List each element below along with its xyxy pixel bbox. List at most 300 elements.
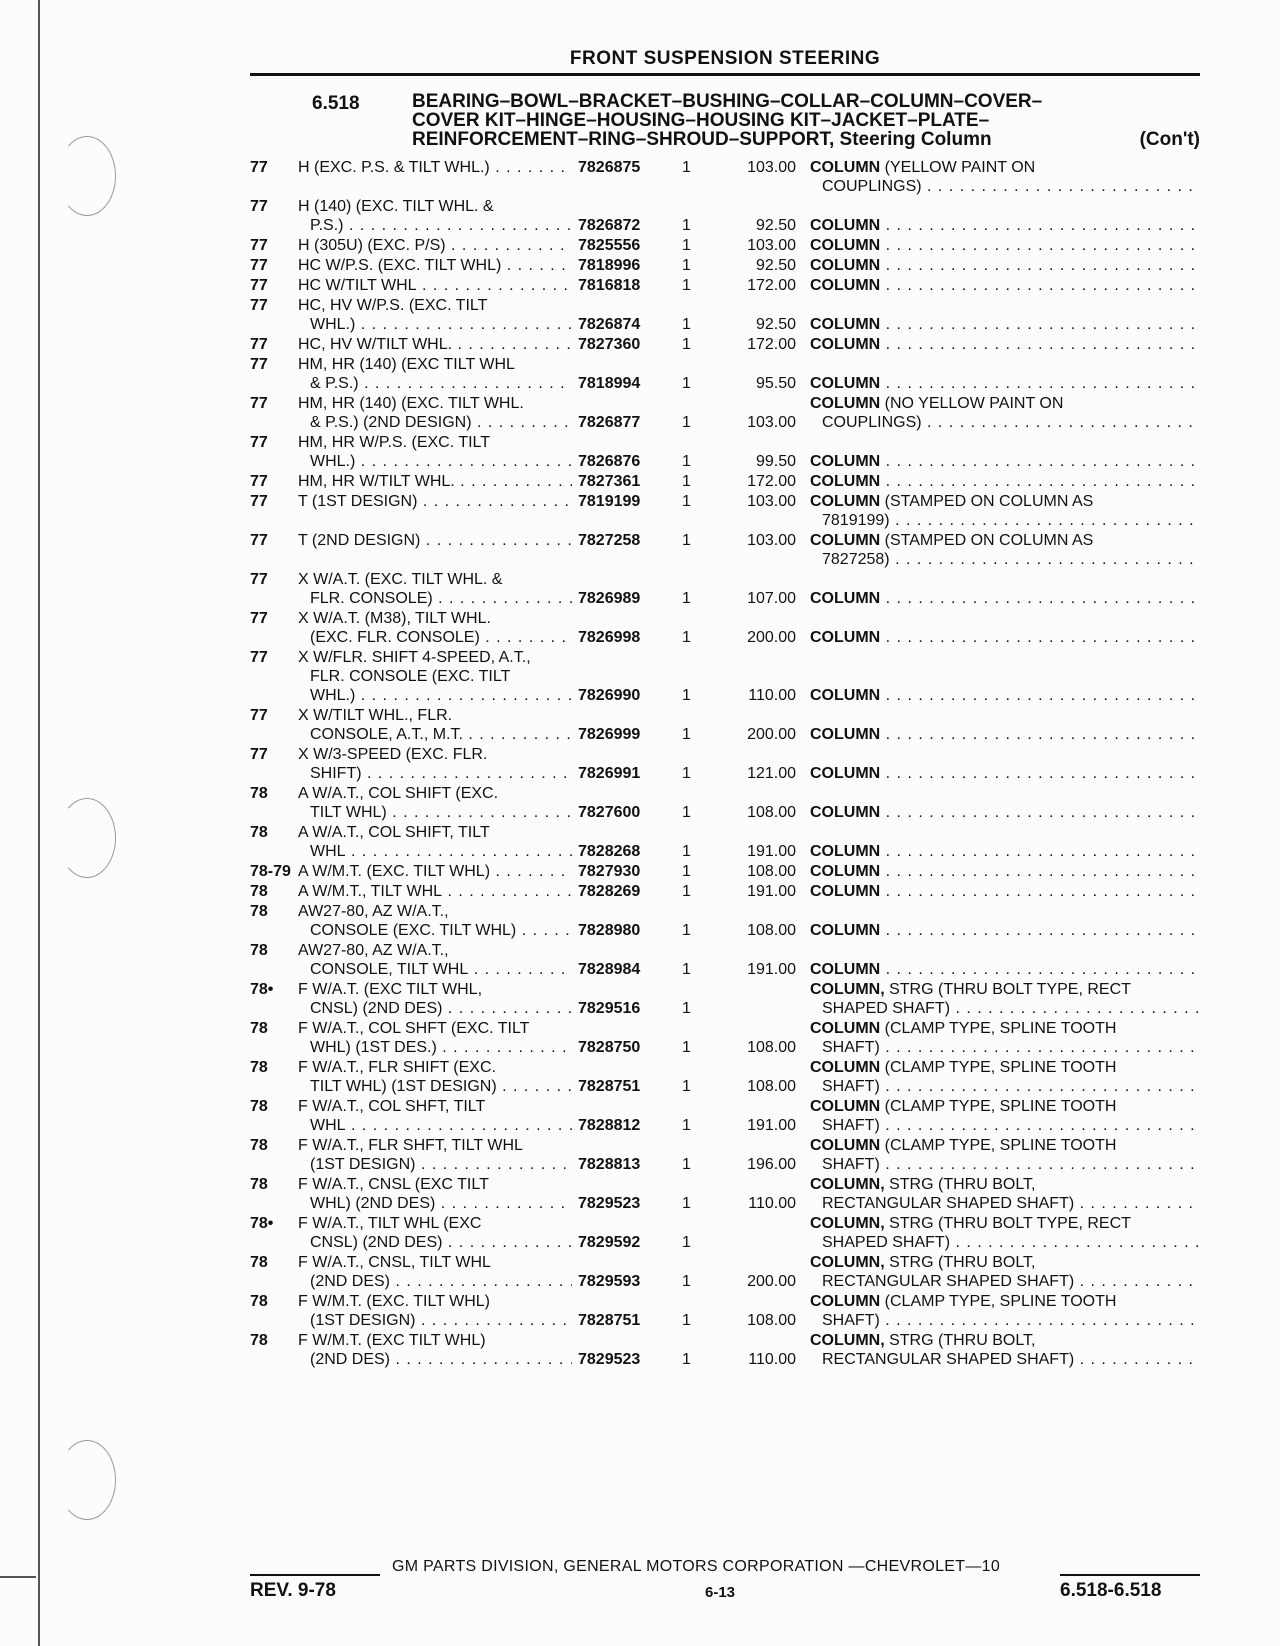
quantity-value: 1: [682, 532, 691, 549]
part-name: [796, 433, 1200, 471]
model-year: 78•: [250, 981, 274, 998]
quantity: [682, 648, 716, 705]
model-year: 78: [250, 1020, 268, 1037]
part-number: [578, 882, 682, 901]
part-name-line: [810, 452, 1200, 471]
quantity: [682, 862, 716, 881]
quantity-value: 1: [682, 687, 691, 704]
part-number: [578, 296, 682, 334]
quantity-value: 1: [682, 1000, 691, 1017]
quantity-value: 1: [682, 1351, 691, 1368]
application-description: [298, 1331, 578, 1369]
part-number: [578, 236, 682, 255]
quantity-value: 1: [682, 765, 691, 782]
part-number: [578, 609, 682, 647]
price-value: 200.00: [747, 1273, 796, 1290]
description-line: X W/TILT WHL., FLR.: [298, 707, 453, 724]
part-name-label: COLUMN: [810, 1020, 881, 1037]
price-value: 108.00: [747, 922, 796, 939]
price-value: 110.00: [748, 1195, 796, 1212]
price-value: 196.00: [747, 1156, 796, 1173]
part-name: [796, 335, 1200, 354]
description-line: & P.S.) (2ND DESIGN) . . .: [298, 413, 572, 432]
model-year: 78: [250, 824, 268, 841]
part-number-value: 7818996: [578, 257, 641, 274]
part-name-label: COLUMN: [810, 316, 881, 333]
table-row: [250, 1136, 1200, 1174]
quantity: [682, 394, 716, 432]
model-year: 77: [250, 159, 268, 176]
part-number-value: 7828268: [578, 843, 641, 860]
application-description: [298, 472, 578, 491]
model-year: 78: [250, 785, 268, 802]
part-number: [578, 902, 682, 940]
price-value: 172.00: [747, 277, 796, 294]
application-description: [298, 276, 578, 295]
table-row: [250, 1058, 1200, 1096]
description-line: F W/M.T. (EXC TILT WHL): [298, 1332, 486, 1349]
price-value: 103.00: [747, 414, 796, 431]
part-number: [578, 1136, 682, 1174]
quantity-value: 1: [682, 1117, 691, 1134]
quantity-value: 1: [682, 843, 691, 860]
part-name-line: [810, 1331, 1200, 1350]
quantity-value: 1: [682, 883, 691, 900]
price: [716, 197, 796, 235]
quantity-value: 1: [682, 1234, 691, 1251]
description-line: WHL.) . . .: [298, 452, 572, 471]
section-title-line: BEARING–BOWL–BRACKET–BUSHING–COLLAR–COLUMN–COVER–: [412, 91, 1043, 112]
application-description: [298, 745, 578, 783]
description-line: SHIFT) . . .: [298, 764, 572, 783]
part-name-line: [810, 1058, 1200, 1077]
model-year: 77: [250, 434, 268, 451]
price-value: 103.00: [747, 237, 796, 254]
part-number-value: 7827930: [578, 863, 641, 880]
price: [716, 784, 796, 822]
price-value: 200.00: [747, 629, 796, 646]
quantity-value: 1: [682, 277, 691, 294]
quantity-value: 1: [682, 1312, 691, 1329]
price: [716, 256, 796, 275]
part-name: [796, 882, 1200, 901]
part-name: [796, 276, 1200, 295]
price: [716, 531, 796, 569]
part-name-line: [810, 492, 1200, 511]
part-number-value: 7826990: [578, 687, 641, 704]
model-year: 77: [250, 746, 268, 763]
part-name-line: [810, 628, 1200, 647]
part-name: [796, 236, 1200, 255]
description-line: A W/A.T., COL SHIFT (EXC.: [298, 785, 499, 802]
quantity-value: 1: [682, 473, 691, 490]
part-number-value: 7827258: [578, 532, 641, 549]
part-name-label: COLUMN,: [810, 1332, 885, 1349]
part-name: [796, 197, 1200, 235]
quantity: [682, 1097, 716, 1135]
part-name-line: [810, 1136, 1200, 1155]
model-year: 77: [250, 237, 268, 254]
price: [716, 433, 796, 471]
part-number-value: 7828269: [578, 883, 641, 900]
part-note: (NO YELLOW PAINT ON: [884, 395, 1064, 412]
application-description: [298, 296, 578, 334]
price: [716, 276, 796, 295]
table-row: [250, 570, 1200, 608]
binding-margin-line: [38, 0, 40, 1646]
part-number-value: 7826872: [578, 217, 641, 234]
quantity: [682, 355, 716, 393]
quantity: [682, 335, 716, 354]
price-value: 107.00: [747, 590, 796, 607]
quantity-value: 1: [682, 804, 691, 821]
description-line: F W/A.T., COL SHFT, TILT: [298, 1098, 486, 1115]
description-line: CONSOLE, TILT WHL . . .: [298, 960, 572, 979]
description-line: (2ND DES) . . .: [298, 1272, 572, 1291]
description-line: WHL.) . . .: [298, 315, 572, 334]
part-name-label: COLUMN: [810, 1137, 881, 1154]
footer-rule: [1060, 1574, 1200, 1576]
model-year: 78: [250, 1137, 268, 1154]
application-description: [298, 355, 578, 393]
margin-tick-mark: [0, 1576, 36, 1578]
application-description: [298, 197, 578, 235]
part-name-label: COLUMN: [810, 493, 881, 510]
part-number-value: 7826998: [578, 629, 641, 646]
part-name-line: [810, 335, 1200, 354]
part-name: [796, 1058, 1200, 1096]
part-number: [578, 706, 682, 744]
application-description: [298, 531, 578, 569]
description-line: (2ND DES) . . .: [298, 1350, 572, 1369]
description-line: WHL . . .: [298, 1116, 572, 1135]
page-header: FRONT SUSPENSION STEERING: [569, 48, 881, 69]
page-number: 6-13: [705, 1584, 736, 1601]
part-number: [578, 355, 682, 393]
model-year: 78: [250, 1098, 268, 1115]
quantity: [682, 531, 716, 569]
price-value: 191.00: [747, 961, 796, 978]
part-number: [578, 1292, 682, 1330]
part-name: [796, 296, 1200, 334]
part-name-line: [810, 256, 1200, 275]
part-note: SHAFT) . . .: [810, 1311, 1200, 1330]
part-name-label: COLUMN: [810, 863, 881, 880]
part-number-value: 7827361: [578, 473, 641, 490]
footer-publisher: GM PARTS DIVISION, GENERAL MOTORS CORPORATION —CHEVROLET—10: [392, 1558, 1001, 1575]
model-year: 78•: [250, 1215, 274, 1232]
description-line: HC, HV W/TILT WHL. . . .: [298, 335, 572, 354]
application-description: [298, 492, 578, 530]
part-note: (CLAMP TYPE, SPLINE TOOTH: [884, 1098, 1117, 1115]
part-name-line: [810, 862, 1200, 881]
description-line: CONSOLE, A.T., M.T. . . .: [298, 725, 572, 744]
application-description: [298, 609, 578, 647]
application-description: [298, 862, 578, 881]
part-number-value: 7828980: [578, 922, 641, 939]
part-name-label: COLUMN: [810, 336, 881, 353]
part-name: [796, 1214, 1200, 1252]
price-value: 110.00: [748, 1351, 796, 1368]
part-name: [796, 531, 1200, 569]
part-name-line: [810, 1292, 1200, 1311]
quantity-value: 1: [682, 1039, 691, 1056]
table-row: [250, 609, 1200, 647]
quantity-value: 1: [682, 961, 691, 978]
description-line: & P.S.) . . .: [298, 374, 572, 393]
part-name-label: COLUMN: [810, 473, 881, 490]
price-value: 103.00: [747, 493, 796, 510]
description-line: H (140) (EXC. TILT WHL. &: [298, 198, 494, 215]
model-year: 77: [250, 649, 268, 666]
table-row: [250, 158, 1200, 196]
part-name: [796, 1253, 1200, 1291]
part-note: COUPLINGS) . . .: [810, 177, 1200, 196]
part-number-value: 7826877: [578, 414, 641, 431]
part-note: 7819199) . . .: [810, 511, 1200, 530]
part-name-label: COLUMN: [810, 1059, 881, 1076]
quantity: [682, 1019, 716, 1057]
part-note: (STAMPED ON COLUMN AS: [884, 493, 1094, 510]
price: [716, 236, 796, 255]
part-number-value: 7828750: [578, 1039, 641, 1056]
description-line: A W/M.T., TILT WHL . . .: [298, 882, 572, 901]
price: [716, 706, 796, 744]
application-description: [298, 980, 578, 1018]
table-row: [250, 433, 1200, 471]
price-value: 172.00: [747, 473, 796, 490]
part-name: [796, 394, 1200, 432]
header-rule: [250, 73, 1200, 76]
part-name-label: COLUMN,: [810, 981, 885, 998]
part-note: STRG (THRU BOLT,: [889, 1254, 1036, 1271]
part-note: STRG (THRU BOLT,: [889, 1176, 1036, 1193]
price: [716, 296, 796, 334]
table-row: [250, 531, 1200, 569]
model-year: 78: [250, 1176, 268, 1193]
part-name-label: COLUMN: [810, 1293, 881, 1310]
table-row: [250, 980, 1200, 1018]
description-line: TILT WHL) . . .: [298, 803, 572, 822]
part-number-value: 7828751: [578, 1078, 641, 1095]
part-name: [796, 492, 1200, 530]
table-row: [250, 335, 1200, 354]
part-number-value: 7818994: [578, 375, 641, 392]
price: [716, 1253, 796, 1291]
quantity-value: 1: [682, 453, 691, 470]
part-number: [578, 941, 682, 979]
part-note: RECTANGULAR SHAPED SHAFT) . . .: [810, 1272, 1200, 1291]
quantity: [682, 941, 716, 979]
description-line: CNSL) (2ND DES) . . .: [298, 999, 572, 1018]
part-name: [796, 941, 1200, 979]
table-row: [250, 882, 1200, 901]
part-name: [796, 158, 1200, 196]
price-value: 92.50: [755, 316, 796, 333]
punch-hole-mark: [58, 136, 116, 216]
description-line: HM, HR (140) (EXC. TILT WHL.: [298, 395, 524, 412]
description-line: WHL) (2ND DES) . . .: [298, 1194, 572, 1213]
part-number: [578, 197, 682, 235]
model-year: 78: [250, 942, 268, 959]
application-description: [298, 1058, 578, 1096]
model-year: 77: [250, 277, 268, 294]
part-note: SHAFT) . . .: [810, 1077, 1200, 1096]
quantity-value: 1: [682, 159, 691, 176]
part-name-line: [810, 921, 1200, 940]
quantity: [682, 902, 716, 940]
quantity-value: 1: [682, 629, 691, 646]
quantity-value: 1: [682, 1195, 691, 1212]
part-name-label: COLUMN: [810, 277, 881, 294]
description-line: P.S.) . . .: [298, 216, 572, 235]
part-name-label: COLUMN: [810, 804, 881, 821]
part-note: SHAFT) . . .: [810, 1038, 1200, 1057]
model-year: 77: [250, 297, 268, 314]
quantity: [682, 570, 716, 608]
quantity-value: 1: [682, 863, 691, 880]
table-row: [250, 745, 1200, 783]
part-number-value: 7819199: [578, 493, 641, 510]
application-description: [298, 1253, 578, 1291]
part-number: [578, 1019, 682, 1057]
part-name: [796, 1175, 1200, 1213]
model-year: 77: [250, 356, 268, 373]
quantity-value: 1: [682, 493, 691, 510]
price: [716, 882, 796, 901]
part-number-value: 7829516: [578, 1000, 641, 1017]
part-number: [578, 980, 682, 1018]
quantity: [682, 492, 716, 530]
model-year: 78: [250, 1254, 268, 1271]
part-name-label: COLUMN: [810, 395, 881, 412]
description-line: FLR. CONSOLE) . . .: [298, 589, 572, 608]
description-line: T (2ND DESIGN) . . .: [298, 531, 572, 550]
price: [716, 941, 796, 979]
part-number-value: 7827360: [578, 336, 641, 353]
model-year: 77: [250, 493, 268, 510]
section-title-line: REINFORCEMENT–RING–SHROUD–SUPPORT, Steering Column: [412, 129, 992, 150]
part-name: [796, 472, 1200, 491]
part-number-value: 7828984: [578, 961, 641, 978]
part-number: [578, 1331, 682, 1369]
price-value: 108.00: [747, 1078, 796, 1095]
table-row: [250, 355, 1200, 393]
part-name: [796, 1019, 1200, 1057]
quantity-value: 1: [682, 726, 691, 743]
application-description: [298, 648, 578, 705]
description-line: TILT WHL) (1ST DESIGN) . . .: [298, 1077, 572, 1096]
quantity: [682, 1253, 716, 1291]
price: [716, 902, 796, 940]
part-number-value: 7829523: [578, 1351, 641, 1368]
section-reference: 6.518-6.518: [1060, 1580, 1162, 1601]
part-number: [578, 570, 682, 608]
quantity: [682, 1136, 716, 1174]
application-description: [298, 1175, 578, 1213]
section-title: [412, 92, 1200, 149]
description-line: F W/A.T., FLR SHIFT (EXC.: [298, 1059, 496, 1076]
quantity: [682, 1175, 716, 1213]
description-line: F W/M.T. (EXC. TILT WHL): [298, 1293, 490, 1310]
part-name: [796, 902, 1200, 940]
application-description: [298, 1292, 578, 1330]
table-row: [250, 276, 1200, 295]
description-line: F W/A.T., CNSL (EXC TILT: [298, 1176, 489, 1193]
part-name-line: [810, 216, 1200, 235]
price: [716, 1331, 796, 1369]
part-number: [578, 256, 682, 275]
price: [716, 570, 796, 608]
part-name-label: COLUMN: [810, 843, 881, 860]
part-number: [578, 1175, 682, 1213]
quantity: [682, 433, 716, 471]
part-note: COUPLINGS) . . .: [810, 413, 1200, 432]
quantity: [682, 158, 716, 196]
price: [716, 335, 796, 354]
quantity: [682, 784, 716, 822]
quantity: [682, 276, 716, 295]
part-number-value: 7829593: [578, 1273, 641, 1290]
model-year: 77: [250, 395, 268, 412]
quantity-value: 1: [682, 237, 691, 254]
table-row: [250, 902, 1200, 940]
price: [716, 1175, 796, 1213]
part-number-value: 7828813: [578, 1156, 641, 1173]
application-description: [298, 784, 578, 822]
part-name-line: [810, 686, 1200, 705]
part-name: [796, 1331, 1200, 1369]
part-note: SHAFT) . . .: [810, 1116, 1200, 1135]
part-name-label: COLUMN,: [810, 1215, 885, 1232]
quantity-value: 1: [682, 217, 691, 234]
part-number: [578, 433, 682, 471]
price: [716, 394, 796, 432]
table-row: [250, 1175, 1200, 1213]
section-number: 6.518: [312, 93, 360, 114]
price-value: 191.00: [747, 843, 796, 860]
part-number-value: 7826876: [578, 453, 641, 470]
description-line: F W/A.T., COL SHFT (EXC. TILT: [298, 1020, 530, 1037]
price: [716, 492, 796, 530]
table-row: [250, 823, 1200, 861]
part-note: STRG (THRU BOLT,: [889, 1332, 1036, 1349]
application-description: [298, 1214, 578, 1252]
table-row: [250, 1331, 1200, 1369]
price: [716, 823, 796, 861]
part-name-line: [810, 276, 1200, 295]
description-line: AW27-80, AZ W/A.T.,: [298, 903, 449, 920]
description-line: (1ST DESIGN) . . .: [298, 1155, 572, 1174]
table-row: [250, 706, 1200, 744]
part-note: SHAPED SHAFT) . . .: [810, 999, 1200, 1018]
description-line: (1ST DESIGN) . . .: [298, 1311, 572, 1330]
price-value: 121.00: [747, 765, 796, 782]
price: [716, 1019, 796, 1057]
part-name-line: [810, 980, 1200, 999]
quantity-value: 1: [682, 316, 691, 333]
parts-table: [250, 158, 1200, 1370]
part-number: [578, 158, 682, 196]
part-number-value: 7826875: [578, 159, 641, 176]
part-note: RECTANGULAR SHAPED SHAFT) . . .: [810, 1194, 1200, 1213]
part-name: [796, 1136, 1200, 1174]
price-value: 103.00: [747, 532, 796, 549]
description-line: HM, HR (140) (EXC TILT WHL: [298, 356, 515, 373]
quantity: [682, 745, 716, 783]
part-name-line: [810, 882, 1200, 901]
quantity-value: 1: [682, 414, 691, 431]
